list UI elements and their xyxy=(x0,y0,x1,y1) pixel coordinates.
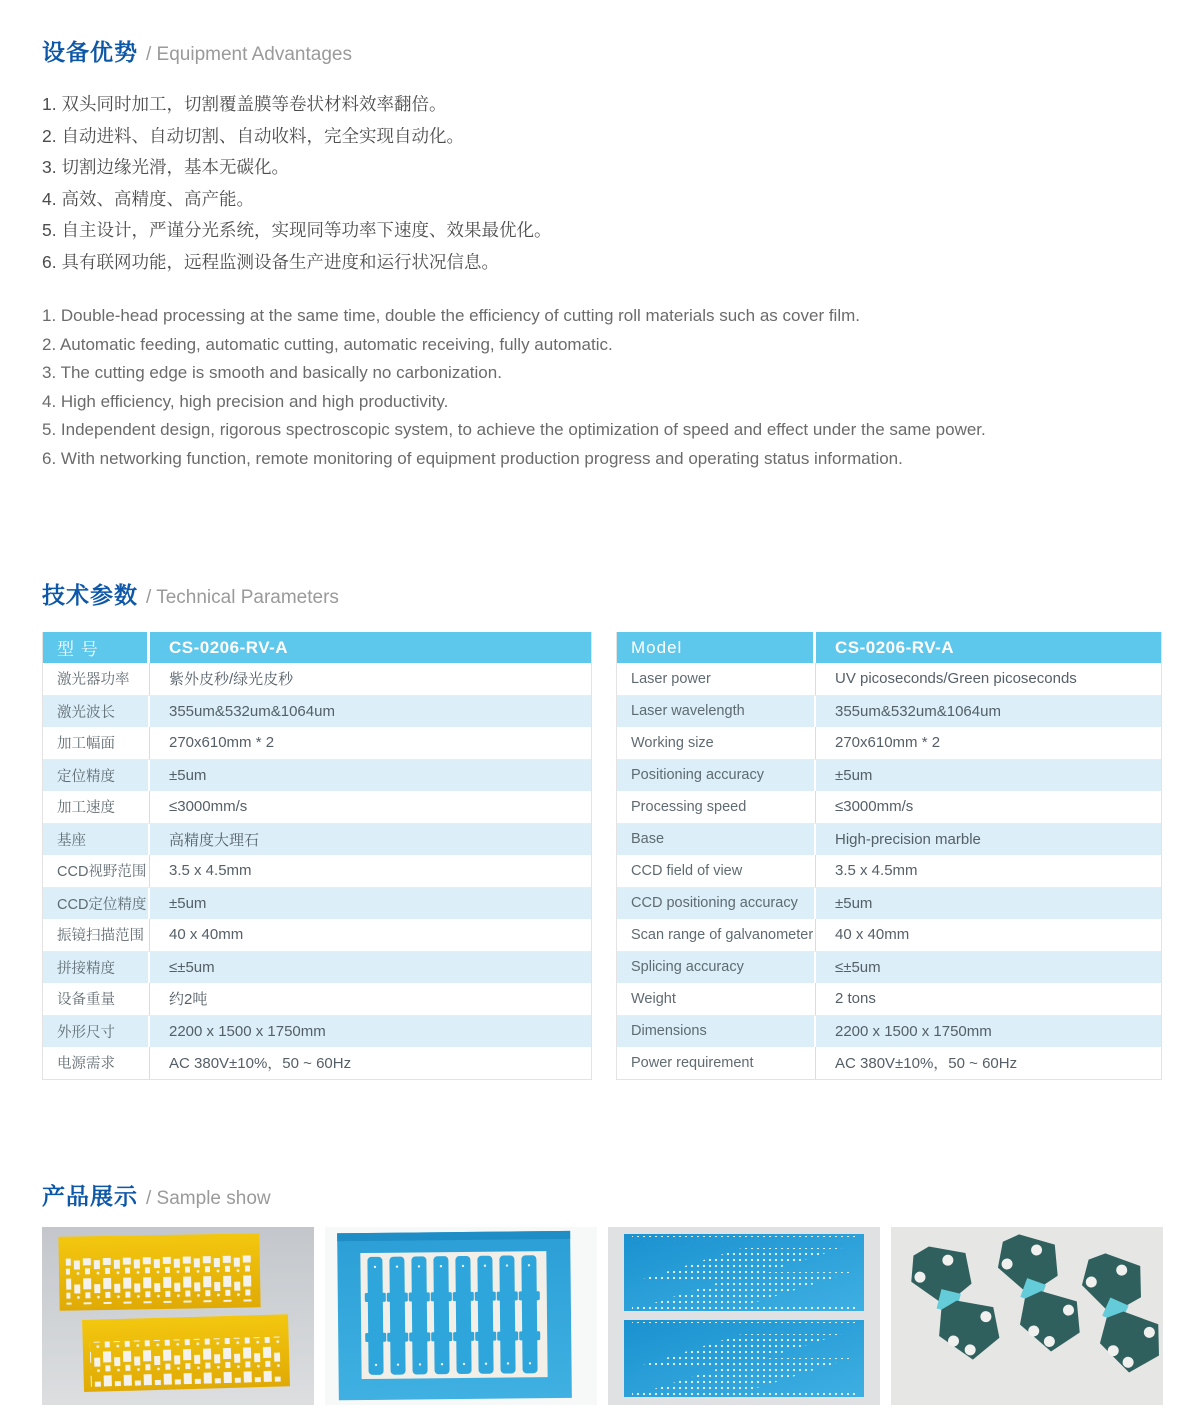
spec-value: 2200 x 1500 x 1750mm xyxy=(835,1022,992,1040)
spec-value: 355um&532um&1064um xyxy=(835,702,1001,720)
advantage-list-item: 1. Double-head processing at the same time, double the efficiency of cutting roll materials such as cover film. xyxy=(42,306,860,325)
spec-value: 约2吨 xyxy=(169,991,208,1009)
spec-table-row xyxy=(43,727,591,760)
spec-value: AC 380V±10%，50 ~ 60Hz xyxy=(169,1055,352,1073)
spec-value: High-precision marble xyxy=(835,830,981,848)
spec-label: Power requirement xyxy=(617,1047,816,1079)
advantage-list-item: 3. The cutting edge is smooth and basically no carbonization. xyxy=(42,363,502,382)
parameters-title-en: / Technical Parameters xyxy=(146,587,339,608)
spec-value: 270x610mm * 2 xyxy=(835,734,941,752)
spec-label: Laser power xyxy=(617,663,816,695)
advantage-list-item: 2. 自动进料、自动切割、自动收料，完全实现自动化。 xyxy=(42,125,464,146)
spec-value: 紫外皮秒/绿光皮秒 xyxy=(169,671,294,689)
spec-label: CCD定位精度 xyxy=(43,888,150,920)
spec-value: 2 tons xyxy=(835,990,876,1008)
spec-table-row xyxy=(617,1016,1161,1048)
samples-section xyxy=(42,1178,1163,1405)
spec-label: 基座 xyxy=(43,824,150,856)
spec-value: CS-0206-RV-A xyxy=(835,637,955,657)
spec-label: Laser wavelength xyxy=(617,696,816,728)
spec-tables xyxy=(42,632,1163,1080)
spec-table-header-row xyxy=(617,632,1161,663)
blue-panels-micro-holes-photo xyxy=(608,1227,880,1405)
spec-table-zh xyxy=(42,632,592,1080)
spec-label: Weight xyxy=(617,983,816,1015)
advantage-list-item: 3. 切割边缘光滑，基本无碳化。 xyxy=(42,157,289,177)
spec-value: 2200 x 1500 x 1750mm xyxy=(169,1022,326,1040)
spec-table-row xyxy=(43,1016,591,1048)
spec-table-row xyxy=(617,727,1161,760)
advantages-list-zh xyxy=(42,89,1163,278)
yellow-cover-film-strips-photo xyxy=(42,1227,314,1405)
spec-label: Dimensions xyxy=(617,1016,816,1048)
advantage-list-item: 5. Independent design, rigorous spectroscopic system, to achieve the optimization of speed and effect under the same power. xyxy=(42,420,986,439)
spec-label: CCD视野范围 xyxy=(43,855,150,887)
spec-value: CS-0206-RV-A xyxy=(169,637,289,657)
spec-label: Working size xyxy=(617,727,816,759)
spec-label: CCD positioning accuracy xyxy=(617,888,816,920)
teal-shaped-cut-parts-photo xyxy=(891,1227,1163,1405)
spec-table-row xyxy=(617,855,1161,888)
spec-label: 拼接精度 xyxy=(43,952,150,984)
spec-value: ≤3000mm/s xyxy=(169,798,248,816)
spec-label: Base xyxy=(617,824,816,856)
spec-table-row xyxy=(43,696,591,728)
spec-label: Model xyxy=(617,632,816,663)
spec-label: 加工幅面 xyxy=(43,727,150,759)
advantages-title-en: / Equipment Advantages xyxy=(146,44,352,65)
spec-table-row xyxy=(43,663,591,696)
advantages-list-en xyxy=(42,302,1163,473)
spec-value: ±5um xyxy=(169,894,207,912)
spec-table-row xyxy=(617,919,1161,952)
spec-table-row xyxy=(617,760,1161,792)
spec-label: Splicing accuracy xyxy=(617,952,816,984)
spec-table-row xyxy=(617,888,1161,920)
spec-value: ±5um xyxy=(835,766,873,784)
parameters-section xyxy=(42,577,1163,1080)
spec-value: UV picoseconds/Green picoseconds xyxy=(835,670,1077,688)
spec-table-row xyxy=(43,888,591,920)
advantage-list-item: 4. High efficiency, high precision and high productivity. xyxy=(42,391,449,411)
advantage-list-item: 6. 具有联网功能，远程监测设备生产进度和运行状况信息。 xyxy=(42,251,499,272)
blue-film-cut-strips-photo xyxy=(325,1227,597,1405)
spec-label: Processing speed xyxy=(617,791,816,823)
spec-table-row xyxy=(43,952,591,984)
advantage-list-item: 2. Automatic feeding, automatic cutting, automatic receiving, fully automatic. xyxy=(42,334,613,354)
spec-table-row xyxy=(617,983,1161,1016)
spec-label: 振镜扫描范围 xyxy=(43,919,150,951)
advantage-list-item: 5. 自主设计，严谨分光系统，实现同等功率下速度、效果最优化。 xyxy=(42,220,552,240)
spec-table-row xyxy=(617,663,1161,696)
spec-table-row xyxy=(43,824,591,856)
samples-title xyxy=(42,1178,1163,1211)
spec-table-en xyxy=(616,632,1162,1080)
spec-value: 高精度大理石 xyxy=(169,831,260,849)
samples-title-en: / Sample show xyxy=(146,1187,271,1209)
advantage-list-item: 6. With networking function, remote monitoring of equipment production progress and operating status information. xyxy=(42,448,903,468)
parameters-title xyxy=(42,577,1163,610)
spec-label: 定位精度 xyxy=(43,760,150,792)
advantage-list-item: 4. 高效、高精度、高产能。 xyxy=(42,188,254,209)
spec-label: Scan range of galvanometer xyxy=(617,919,816,951)
spec-value: 40 x 40mm xyxy=(835,926,910,944)
spec-value: 40 x 40mm xyxy=(169,926,244,944)
spec-label: 加工速度 xyxy=(43,791,150,823)
spec-table-row xyxy=(43,760,591,792)
spec-value: 3.5 x 4.5mm xyxy=(835,862,918,880)
sample-images-row xyxy=(42,1227,1163,1405)
parameters-title-zh: 技术参数 xyxy=(42,582,138,608)
spec-table-row xyxy=(617,791,1161,824)
spec-table-row xyxy=(617,1047,1161,1079)
spec-table-row xyxy=(43,791,591,824)
spec-value: 3.5 x 4.5mm xyxy=(169,862,252,880)
spec-value: ≤3000mm/s xyxy=(835,798,914,816)
spec-label: 型 号 xyxy=(43,632,150,663)
spec-label: Positioning accuracy xyxy=(617,760,816,792)
spec-table-header-row xyxy=(43,632,591,663)
spec-value: ≤±5um xyxy=(169,958,215,976)
spec-value: 355um&532um&1064um xyxy=(169,702,335,720)
spec-label: 电源需求 xyxy=(43,1047,150,1079)
spec-value: AC 380V±10%，50 ~ 60Hz xyxy=(835,1055,1018,1073)
spec-table-row xyxy=(617,952,1161,984)
spec-table-row xyxy=(617,696,1161,728)
spec-label: 外形尺寸 xyxy=(43,1016,150,1048)
spec-table-row xyxy=(43,1047,591,1079)
advantages-title-zh: 设备优势 xyxy=(42,39,138,65)
spec-table-row xyxy=(617,824,1161,856)
advantage-list-item: 1. 双头同时加工，切割覆盖膜等卷状材料效率翻倍。 xyxy=(42,94,447,114)
spec-value: 270x610mm * 2 xyxy=(169,734,275,752)
spec-value: ±5um xyxy=(835,894,873,912)
spec-table-row xyxy=(43,983,591,1016)
spec-label: CCD field of view xyxy=(617,855,816,887)
spec-label: 激光器功率 xyxy=(43,663,150,695)
spec-value: ±5um xyxy=(169,766,207,784)
spec-table-row xyxy=(43,919,591,952)
spec-label: 激光波长 xyxy=(43,696,150,728)
advantages-section xyxy=(42,34,1163,473)
samples-title-zh: 产品展示 xyxy=(42,1182,138,1209)
advantages-title xyxy=(42,34,1163,67)
spec-value: ≤±5um xyxy=(835,958,881,976)
spec-label: 设备重量 xyxy=(43,983,150,1015)
spec-table-row xyxy=(43,855,591,888)
